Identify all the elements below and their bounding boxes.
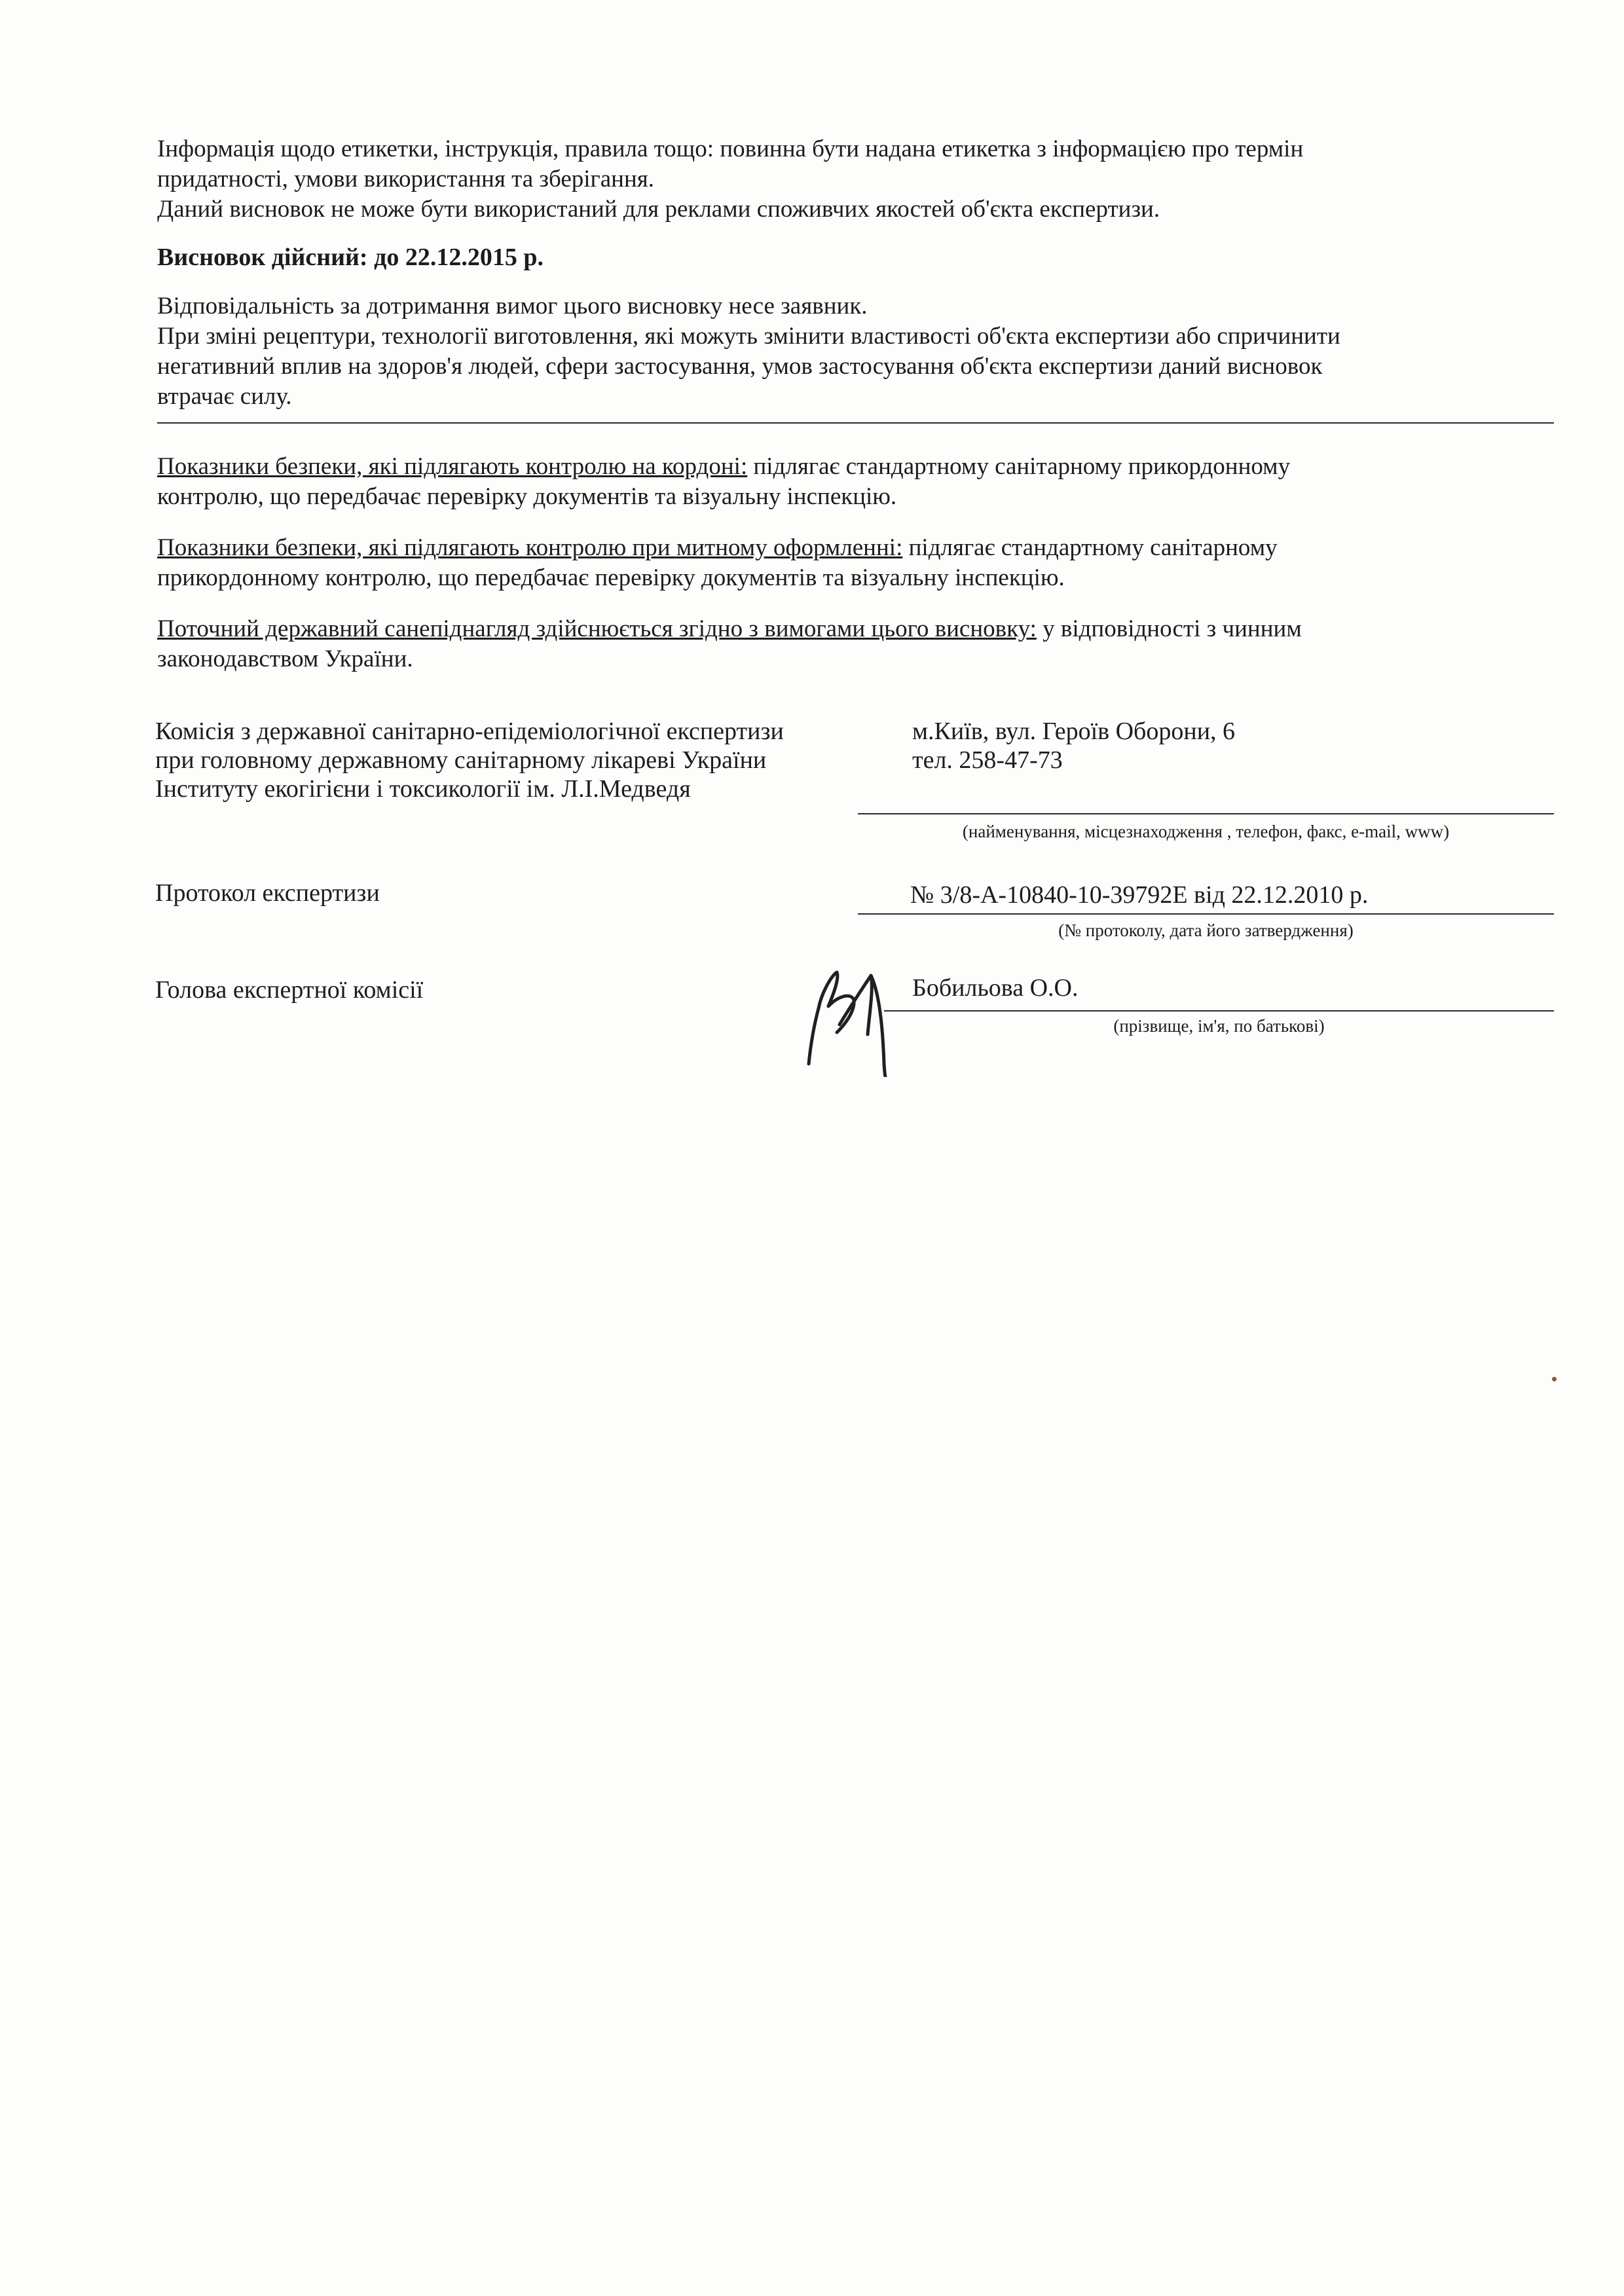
commission-caption: (найменування, місцезнаходження , телефон, факс, e-mail, www) [962,822,1450,841]
safety-indicators-section [157,452,1552,695]
protocol-label: Протокол експертизи [155,879,380,907]
info-line-1: Інформація щодо етикетки, інструкція, правила тощо: повинна бути надана етикетка з інформацією про термін [157,136,1304,162]
customs-control-text-1: підлягає стандартному санітарному [902,534,1278,561]
info-line-2: придатності, умови використання та зберігання. [157,166,655,192]
paper-speck [1552,1377,1557,1381]
customs-control-text-2: прикордонному контролю, що передбачає перевірку документів та візуальну інспекцію. [157,564,1065,591]
responsibility-line-3: негативний вплив на здоров'я людей, сфери застосування, умов застосування об'єкта експертизи даний висновок [157,353,1323,380]
section-divider [157,422,1554,424]
validity-statement: Висновок дійсний: до 22.12.2015 р. [157,244,544,271]
label-info-section [157,134,1552,225]
commission-line-2: при головному державному санітарному лікареві України [155,746,767,774]
commission-name [155,717,908,803]
head-underline [884,1010,1554,1011]
supervision-text-2: законодавством України. [157,646,413,672]
supervision-label: Поточний державний санепіднагляд здійснюється згідно з вимогами цього висновку: [157,615,1037,642]
commission-phone: тел. 258-47-73 [912,746,1063,774]
head-caption: (прізвище, ім'я, по батькові) [1113,1016,1325,1036]
info-line-3: Даний висновок не може бути використаний для реклами споживчих якостей об'єкта експертизи. [157,196,1160,223]
responsibility-section [157,291,1552,412]
commission-line-1: Комісія з державної санітарно-епідеміологічної експертизи [155,718,784,745]
supervision-paragraph [157,614,1552,674]
commission-underline [858,813,1554,814]
border-control-label: Показники безпеки, які підлягають контролю на кордоні: [157,453,748,480]
responsibility-line-2: При зміні рецептури, технології виготовлення, які можуть змінити властивості об'єкта експертизи або спричинити [157,323,1340,350]
protocol-value: № 3/8-А-10840-10-39792Е від 22.12.2010 р. [910,881,1369,909]
commission-line-3: Інституту екогігієни і токсикології ім. Л.І.Медведя [155,775,691,803]
customs-control-label: Показники безпеки, які підлягають контролю при митному оформленні: [157,534,903,561]
protocol-caption: (№ протоколу, дата його затвердження) [1058,920,1354,940]
responsibility-line-1: Відповідальність за дотримання вимог цього висновку несе заявник. [157,293,868,319]
commission-contacts [912,717,1235,774]
border-control-paragraph [157,452,1552,512]
border-control-text-2: контролю, що передбачає перевірку документів та візуальну інспекцію. [157,483,897,510]
head-name: Бобильова О.О. [912,974,1079,1002]
commission-address: м.Київ, вул. Героїв Оборони, 6 [912,718,1236,745]
supervision-text-1: у відповідності з чинним [1036,615,1302,642]
responsibility-line-4: втрачає силу. [157,383,292,410]
border-control-text-1: підлягає стандартному санітарному прикордонному [747,453,1291,480]
protocol-underline [858,913,1554,915]
customs-control-paragraph [157,533,1552,593]
signature [799,926,917,1077]
head-label: Голова експертної комісії [155,976,424,1004]
